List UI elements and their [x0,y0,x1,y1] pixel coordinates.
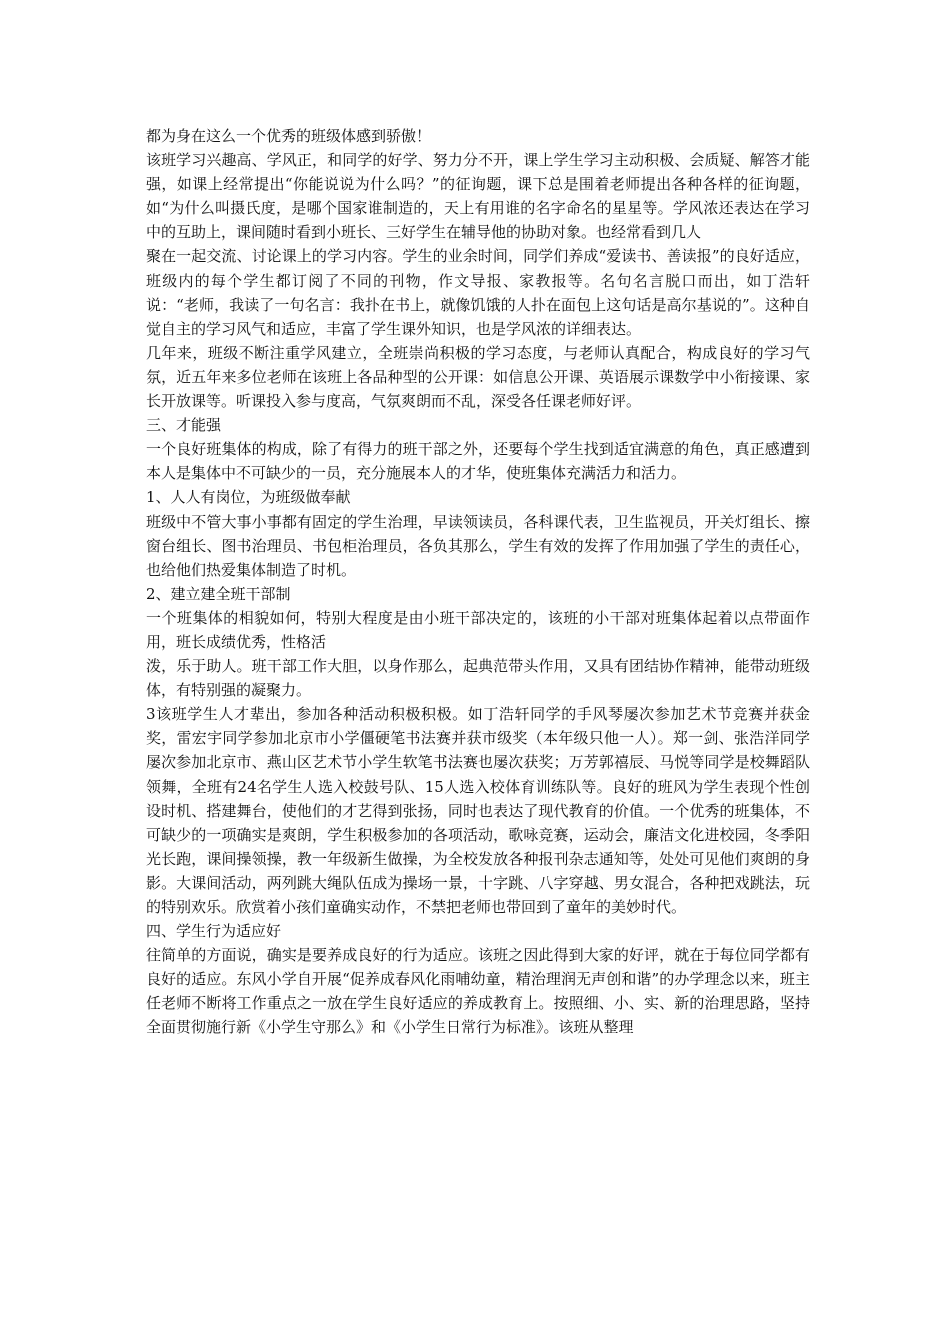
section-heading-behavior: 四、学生行为适应好 [146,922,282,941]
paragraph-cadre-cohesion: 泼，乐于助人。班干部工作大胆，以身作那么，起典范带头作用，又具有团结协作精神，能带动班级体，有特别强的凝聚力。 [146,657,810,700]
paragraph-intro-pride: 都为身在这么一个优秀的班级体感到骄傲！ [146,127,432,145]
paragraph-class-roles: 一个良好班集体的构成，除了有得力的班干部之外，还要每个学生找到适宜满意的角色，真正感遭到本人是集体中不可缺少的一员，充分施展本人的才华，使班集体充满活力和活力。 [146,440,810,483]
subheading-cadre-system: 2、建立建全班干部制 [146,584,291,603]
paragraph-study-atmosphere: 几年来，班级不断注重学风建立，全班崇尚积极的学习态度，与老师认真配合，构成良好的学习气氛，近五年来多位老师在该班上各品种型的公开课：如信息公开课、英语展示课数学中小衔接课、家长开放课等。听课投入参与度高，气氛爽朗而不乱，深受各任课老师好评。 [146,343,810,411]
paragraph-study-interest: 该班学习兴趣高、学风正，和同学的好学、努力分不开，课上学生学习主动积极、会质疑、解答才能强，如课上经常提出“你能说说为什么吗？”的征询题，课下总是围着老师提出各种各样的征询题，如“为什么叫摄氏度，是哪个国家谁制造的，天上有用谁的名字命名的星星等。学风浓还表达在学习中的互助上，课间随时看到小班长、三好学生在辅导他的协助对象。也经常看到几人 [146,151,810,242]
paragraph-talents: 3该班学生人才辈出，参加各种活动积极积极。如丁浩轩同学的手风琴屡次参加艺术节竞赛并获金奖，雷宏宇同学参加北京市小学僵硬笔书法赛并获市级奖（本年级只他一人）。郑一剑、张浩洋同学屡次参加北京市、燕山区艺术节小学生软笔书法赛也屡次获奖；万芳郭禧辰、马悦等同学是校舞蹈队领舞，全班有24名学生人选入校鼓号队、15人选入校体育训练队等。良好的班风为学生表现个性创设时机、搭建舞台，使他们的才艺得到张扬，同时也表达了现代教育的价值。一个优秀的班集体，不可缺少的一项确实是爽朗，学生积极参加的各项活动，歌咏竞赛，运动会，廉洁文化进校园，冬季阳光长跑，课间操领操，教一年级新生做操，为全校发放各种报刊杂志通知等，处处可见他们爽朗的身影。大课间活动，两列跳大绳队伍成为操场一景，十字跳、八字穿越、男女混合，各种把戏跳法，玩的特别欢乐。欣赏着小孩们童确实动作，不禁把老师也带回到了童年的美妙时代。 [146,705,810,916]
paragraph-behavior-habits: 往简单的方面说，确实是要养成良好的行为适应。该班之因此得到大家的好评，就在于每位同学都有良好的适应。东风小学自开展“促养成春风化雨哺幼童，精治理润无声创和谐”的办学理念以来，班主任老师不断将工作重点之一放在学生良好适应的养成教育上。按照细、小、实、新的治理思路，坚持全面贯彻施行新《小学生守那么》和《小学生日常行为标准》。该班从整理 [146,946,810,1037]
document-body [146,124,810,1040]
paragraph-cadre-intro: 一个班集体的相貌如何，特别大程度是由小班干部决定的，该班的小干部对班集体起着以点带面作用，班长成绩优秀，性格活 [146,608,810,651]
paragraph-positions: 班级中不管大事小事都有固定的学生治理，早读领读员，各科课代表，卫生监视员，开关灯组长、擦窗台组长、图书治理员、书包柜治理员，各负其那么，学生有效的发挥了作用加强了学生的责任心，也给他们热爱集体制造了时机。 [146,512,810,579]
section-heading-ability: 三、才能强 [146,416,222,435]
subheading-positions: 1、人人有岗位，为班级做奉献 [146,488,351,507]
paragraph-study-habits: 聚在一起交流、讨论课上的学习内容。学生的业余时间，同学们养成“爱读书、善读报”的良好适应，班级内的每个学生都订阅了不同的刊物，作文导报、家教报等。名句名言脱口而出，如丁浩轩说：“老师，我读了一句名言：我扑在书上，就像饥饿的人扑在面包上这句话是高尔基说的”。这种自觉自主的学习风气和适应，丰富了学生课外知识，也是学风浓的详细表达。 [146,247,810,338]
